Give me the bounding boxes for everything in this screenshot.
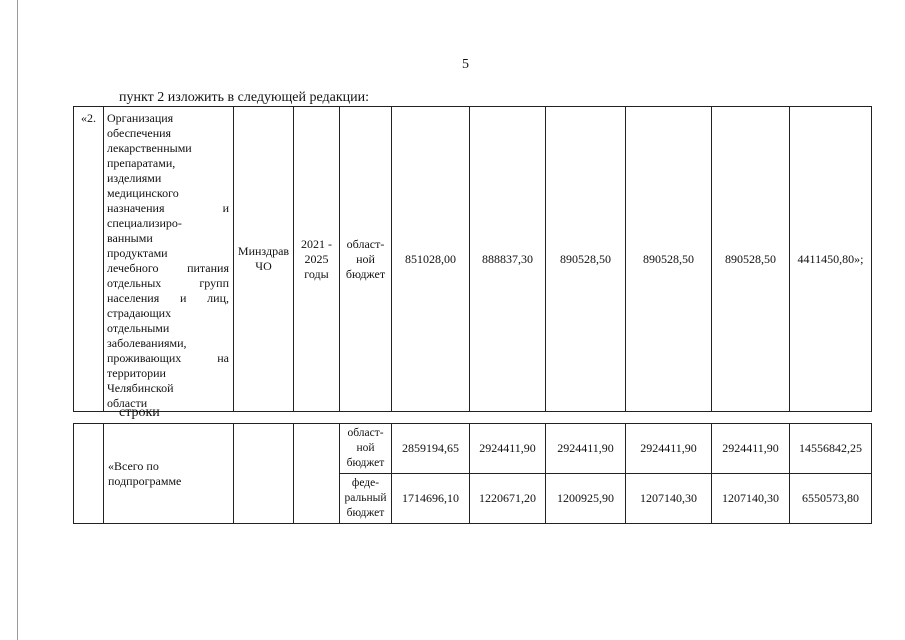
item-value: 890528,50	[546, 107, 626, 412]
desc-line: медицинского	[107, 186, 179, 200]
desc-line: Организация	[107, 111, 174, 125]
total-value: 2924411,90	[470, 424, 546, 474]
desc-line: области	[107, 396, 148, 410]
desc-line: территории	[107, 366, 166, 380]
desc-line: обеспечения	[107, 126, 172, 140]
desc-line: проживающих на	[107, 351, 229, 365]
total-empty-cell	[234, 424, 294, 524]
item-source: област-ной бюджет	[340, 107, 392, 412]
desc-line: Челябинской	[107, 381, 174, 395]
total-source: област-ной бюджет	[340, 424, 392, 474]
desc-line: препаратами,	[107, 156, 176, 170]
table-row	[74, 424, 872, 474]
item-executor: Минздрав ЧО	[234, 107, 294, 412]
item-total: 4411450,80»;	[790, 107, 872, 412]
desc-line: заболеваниями,	[107, 336, 187, 350]
item-period: 2021 - 2025 годы	[294, 107, 340, 412]
item-value: 851028,00	[392, 107, 470, 412]
desc-line: отдельных групп	[107, 276, 229, 290]
total-source: феде-ральный бюджет	[340, 474, 392, 524]
strings-label: строки	[119, 405, 160, 420]
desc-line: отдельными	[107, 321, 170, 335]
desc-line: специализиро-	[107, 216, 182, 230]
intro-text: пункт 2 изложить в следующей редакции:	[119, 90, 369, 105]
item-value: 890528,50	[626, 107, 712, 412]
item-table	[73, 106, 872, 412]
item-description	[104, 107, 234, 412]
desc-line: лекарственными	[107, 141, 192, 155]
total-value: 1207140,30	[712, 474, 790, 524]
total-label: «Всего по подпрограмме	[104, 424, 234, 524]
item-value: 888837,30	[470, 107, 546, 412]
total-sum: 14556842,25	[790, 424, 872, 474]
total-value: 1207140,30	[626, 474, 712, 524]
total-empty-cell	[294, 424, 340, 524]
total-value: 2924411,90	[712, 424, 790, 474]
desc-line: населения и лиц,	[107, 291, 229, 305]
table-row	[74, 107, 872, 412]
desc-line: назначения и	[107, 201, 229, 215]
item-number: «2.	[74, 107, 104, 412]
desc-line: страдающих	[107, 306, 172, 320]
total-table	[73, 423, 872, 524]
desc-line: ванными	[107, 231, 153, 245]
total-value: 1714696,10	[392, 474, 470, 524]
desc-line: продуктами	[107, 246, 168, 260]
page-left-edge	[17, 0, 18, 640]
total-value: 1220671,20	[470, 474, 546, 524]
total-value: 1200925,90	[546, 474, 626, 524]
total-sum: 6550573,80	[790, 474, 872, 524]
total-empty-cell	[74, 424, 104, 524]
total-value: 2924411,90	[626, 424, 712, 474]
item-value: 890528,50	[712, 107, 790, 412]
page-number: 5	[462, 57, 469, 72]
total-value: 2924411,90	[546, 424, 626, 474]
total-value: 2859194,65	[392, 424, 470, 474]
desc-line: изделиями	[107, 171, 162, 185]
desc-line: лечебного питания	[107, 261, 229, 275]
